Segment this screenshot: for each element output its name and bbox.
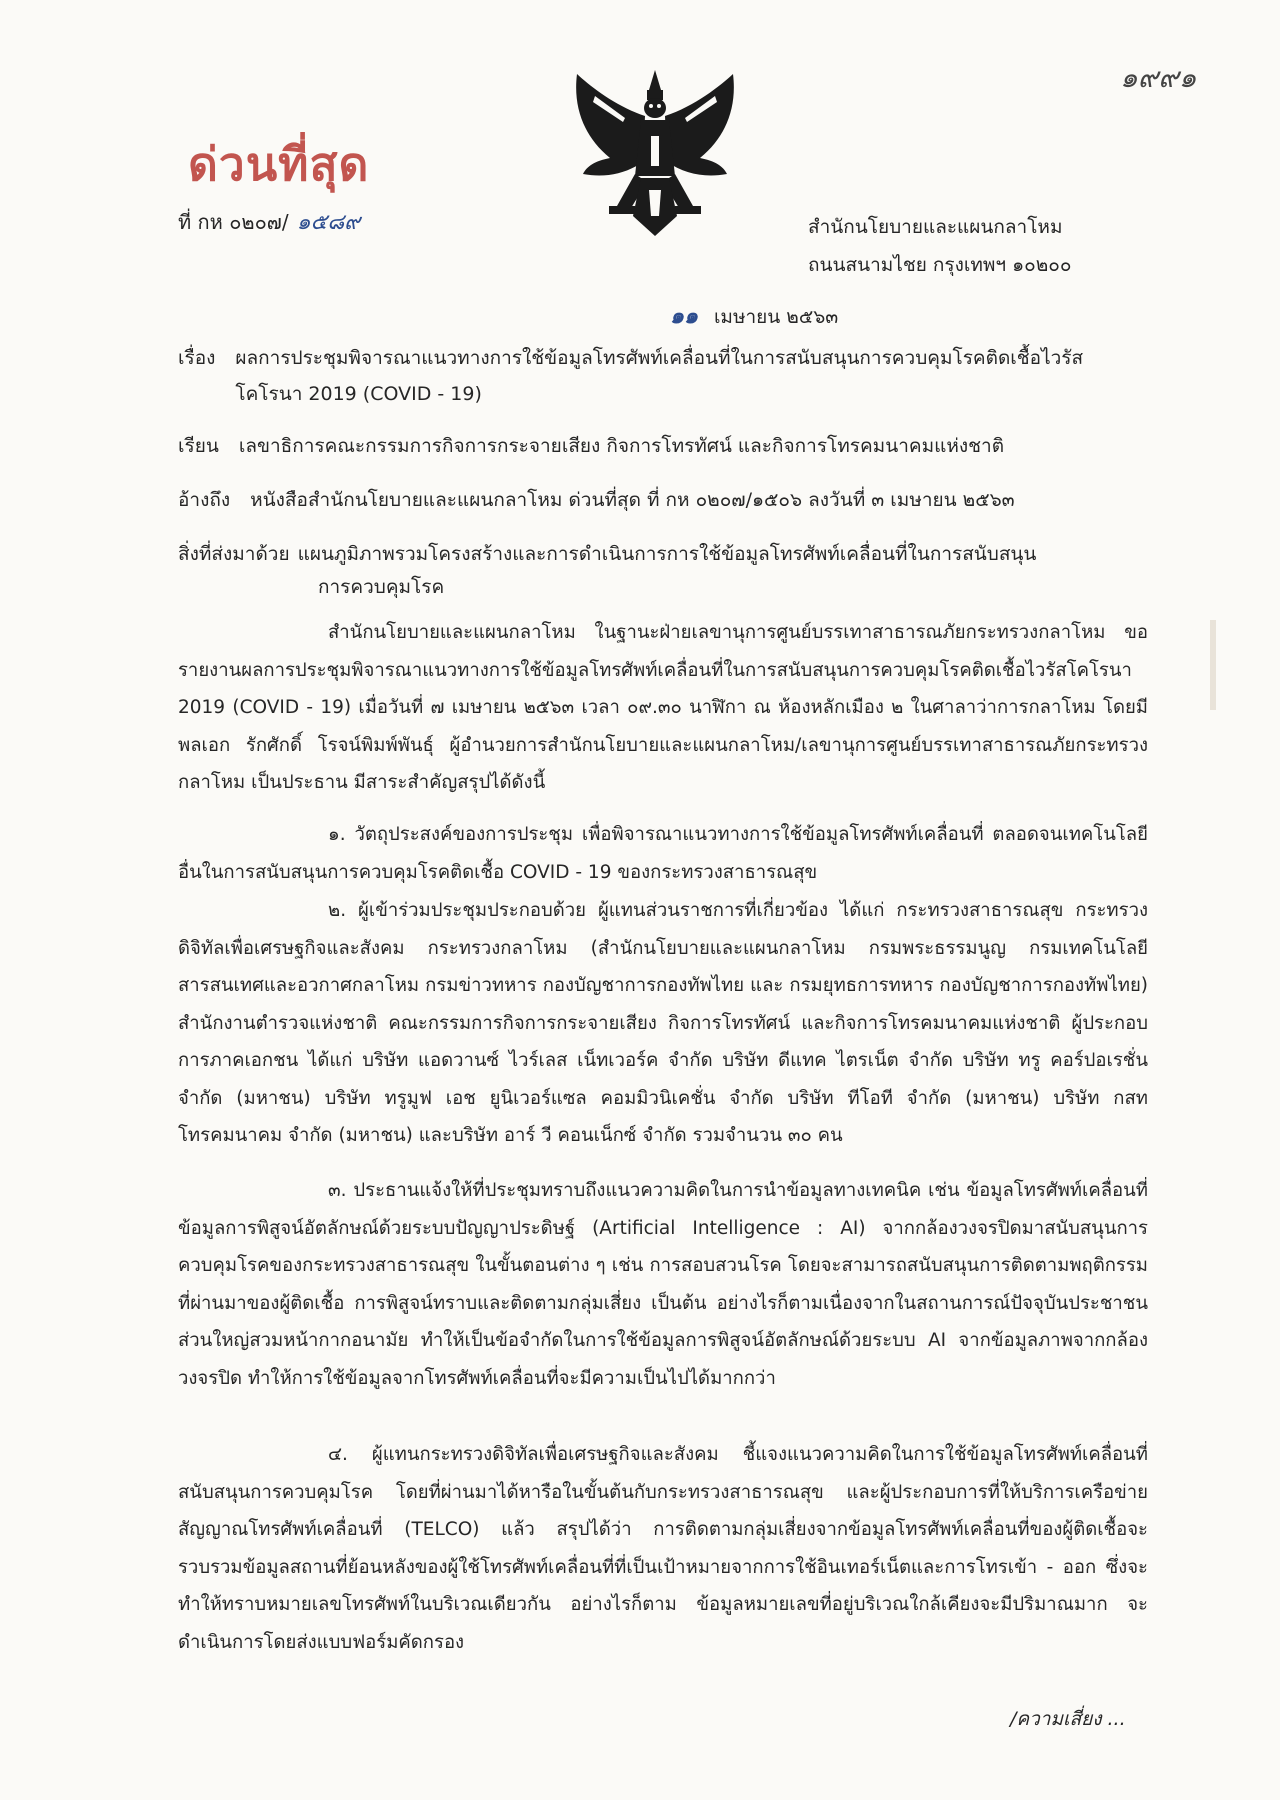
attachment-text: แผนภูมิภาพรวมโครงสร้างและการดำเนินการการใช้ข้อมูลโทรศัพท์เคลื่อนที่ในการสนับสนุน — [297, 543, 1037, 565]
office-street: ถนนสนามไชย กรุงเทพฯ ๑๐๒๐๐ — [808, 254, 1072, 276]
subject-text: ผลการประชุมพิจารณาแนวทางการใช้ข้อมูลโทรศัพท์เคลื่อนที่ในการสนับสนุนการควบคุมโรคติดเชื้อไวรัสโคโรนา 2019 (COVID - 19) — [235, 347, 1084, 405]
intro-paragraph: สำนักนโยบายและแผนกลาโหม ในฐานะฝ่ายเลขานุการศูนย์บรรเทาสาธารณภัยกระทรวงกลาโหม ขอรายงานผลการประชุมพิจารณาแนวทางการใช้ข้อมูลโทรศัพท์เคลื่อนที่ในการสนับสนุนการควบคุมโรคติดเชื้อไวรัสโคโรนา 2019 (COVID - 19) เมื่อวันที่ ๗ เมษายน ๒๕๖๓ เวลา ๐๙.๓๐ นาฬิกา ณ ห้องหลักเมือง ๒ ในศาลาว่าการกลาโหม โดยมี พลเอก รักศักดิ์ โรจน์พิมพ์พันธุ์ ผู้อำนวยการสำนักนโยบายและแผนกลาโหม/เลขานุการศูนย์บรรเทาสาธารณภัยกระทรวงกลาโหม เป็นประธาน มีสาระสำคัญสรุปได้ดังนี้ — [178, 622, 1148, 793]
to-row — [178, 428, 1148, 464]
to-label: เรียน — [178, 435, 219, 457]
subject-label: เรื่อง — [178, 347, 216, 369]
urgency-label: ด่วนที่สุด — [188, 137, 370, 191]
attachment-text-continued: การควบคุมโรค — [318, 576, 445, 598]
reference-row — [178, 482, 1148, 518]
document-date — [670, 298, 838, 333]
doc-number-prefix: ที่ กห ๐๒๐๗/ — [178, 210, 289, 234]
continuation-marker: /ความเสี่ยง ... — [1010, 1708, 1126, 1730]
attachment-label: สิ่งที่ส่งมาด้วย — [178, 543, 290, 565]
date-month-year: เมษายน ๒๕๖๓ — [713, 306, 839, 328]
item-3-paragraph: ๓. ประธานแจ้งให้ที่ประชุมทราบถึงแนวความคิดในการนำข้อมูลทางเทคนิค เช่น ข้อมูลโทรศัพท์เคลื่อนที่ ข้อมูลการพิสูจน์อัตลักษณ์ด้วยระบบปัญญาประดิษฐ์ (Artificial Intelligence : AI) จากกล้องวงจรปิดมาสนับสนุนการควบคุมโรคของกระทรวงสาธารณสุข ในขั้นตอนต่าง ๆ เช่น การสอบสวนโรค โดยจะสามารถสนับสนุนการติดตามพฤติกรรมที่ผ่านมาของผู้ติดเชื้อ การพิสูจน์ทราบและติดตามกลุ่มเสี่ยง เป็นต้น อย่างไรก็ตามเนื่องจากในสถานการณ์ปัจจุบันประชาชนส่วนใหญ่สวมหน้ากากอนามัย ทำให้เป็นข้อจำกัดในการใช้ข้อมูลการพิสูจน์อัตลักษณ์ด้วยระบบ AI จากข้อมูลภาพจากกล้องวงจรปิด ทำให้การใช้ข้อมูลจากโทรศัพท์เคลื่อนที่จะมีความเป็นไปได้มากกว่า — [178, 1180, 1148, 1389]
item-4-paragraph: ๔. ผู้แทนกระทรวงดิจิทัลเพื่อเศรษฐกิจและสังคม ชี้แจงแนวความคิดในการใช้ข้อมูลโทรศัพท์เคลื่อนที่สนับสนุนการควบคุมโรค โดยที่ผ่านมาได้หารือในขั้นต้นกับกระทรวงสาธารณสุข และผู้ประกอบการที่ให้บริการเครือข่ายสัญญาณโทรศัพท์เคลื่อนที่ (TELCO) แล้ว สรุปได้ว่า การติดตามกลุ่มเสี่ยงจากข้อมูลโทรศัพท์เคลื่อนที่ของผู้ติดเชื้อจะรวบรวมข้อมูลสถานที่ย้อนหลังของผู้ใช้โทรศัพท์เคลื่อนที่ที่เป็นเป้าหมายจากการใช้อินเทอร์เน็ตและการโทรเข้า - ออก ซึ่งจะทำให้ทราบหมายเลขโทรศัพท์ในบริเวณเดียวกัน อย่างไรก็ตาม ข้อมูลหมายเลขที่อยู่บริเวณใกล้เคียงจะมีปริมาณมาก จะดำเนินการโดยส่งแบบฟอร์มคัดกรอง — [178, 1444, 1148, 1653]
garuda-emblem-icon — [565, 66, 745, 246]
margin-mark — [1210, 620, 1216, 710]
page-mark: ๑๙๙๑ — [1120, 61, 1197, 94]
reference-label: อ้างถึง — [178, 489, 231, 511]
date-day: ๑๑ — [670, 304, 698, 329]
doc-number-handwritten: ๑๕๘๙ — [296, 210, 361, 235]
office-address — [808, 208, 1072, 284]
item-1-paragraph: ๑. วัตถุประสงค์ของการประชุม เพื่อพิจารณาแนวทางการใช้ข้อมูลโทรศัพท์เคลื่อนที่ ตลอดจนเทคโนโลยีอื่นในการสนับสนุนการควบคุมโรคติดเชื้อ COVID - 19 ของกระทรวงสาธารณสุข — [178, 824, 1148, 883]
subject-row — [178, 340, 1148, 412]
office-name: สำนักนโยบายและแผนกลาโหม — [808, 216, 1063, 238]
item-2-paragraph: ๒. ผู้เข้าร่วมประชุมประกอบด้วย ผู้แทนส่วนราชการที่เกี่ยวข้อง ได้แก่ กระทรวงสาธารณสุข กระทรวงดิจิทัลเพื่อเศรษฐกิจและสังคม กระทรวงกลาโหม (สำนักนโยบายและแผนกลาโหม กรมพระธรรมนูญ กรมเทคโนโลยีสารสนเทศและอวกาศกลาโหม กรมข่าวทหาร กองบัญชาการกองทัพไทย และ กรมยุทธการทหาร กองบัญชาการกองทัพไทย) สำนักงานตำรวจแห่งชาติ คณะกรรมการกิจการกระจายเสียง กิจการโทรทัศน์ และกิจการโทรคมนาคมแห่งชาติ ผู้ประกอบการภาคเอกชน ได้แก่ บริษัท แอดวานซ์ ไวร์เลส เน็ทเวอร์ค จำกัด บริษัท ดีแทค ไตรเน็ต จำกัด บริษัท ทรู คอร์ปอเรชั่น จำกัด (มหาชน) บริษัท ทรูมูฟ เอช ยูนิเวอร์แซล คอมมิวนิเคชั่น จำกัด บริษัท ทีโอที จำกัด (มหาชน) บริษัท กสท โทรคมนาคม จำกัด (มหาชน) และบริษัท อาร์ วี คอนเน็กซ์ จำกัด รวมจำนวน ๓๐ คน — [178, 900, 1148, 1146]
to-text: เลขาธิการคณะกรรมการกิจการกระจายเสียง กิจการโทรทัศน์ และกิจการโทรคมนาคมแห่งชาติ — [238, 435, 1005, 457]
reference-text: หนังสือสำนักนโยบายและแผนกลาโหม ด่วนที่สุด ที่ กห ๐๒๐๗/๑๕๐๖ ลงวันที่ ๓ เมษายน ๒๕๖๓ — [250, 489, 1015, 511]
document-number — [178, 204, 360, 239]
attachment-row — [178, 536, 1148, 572]
